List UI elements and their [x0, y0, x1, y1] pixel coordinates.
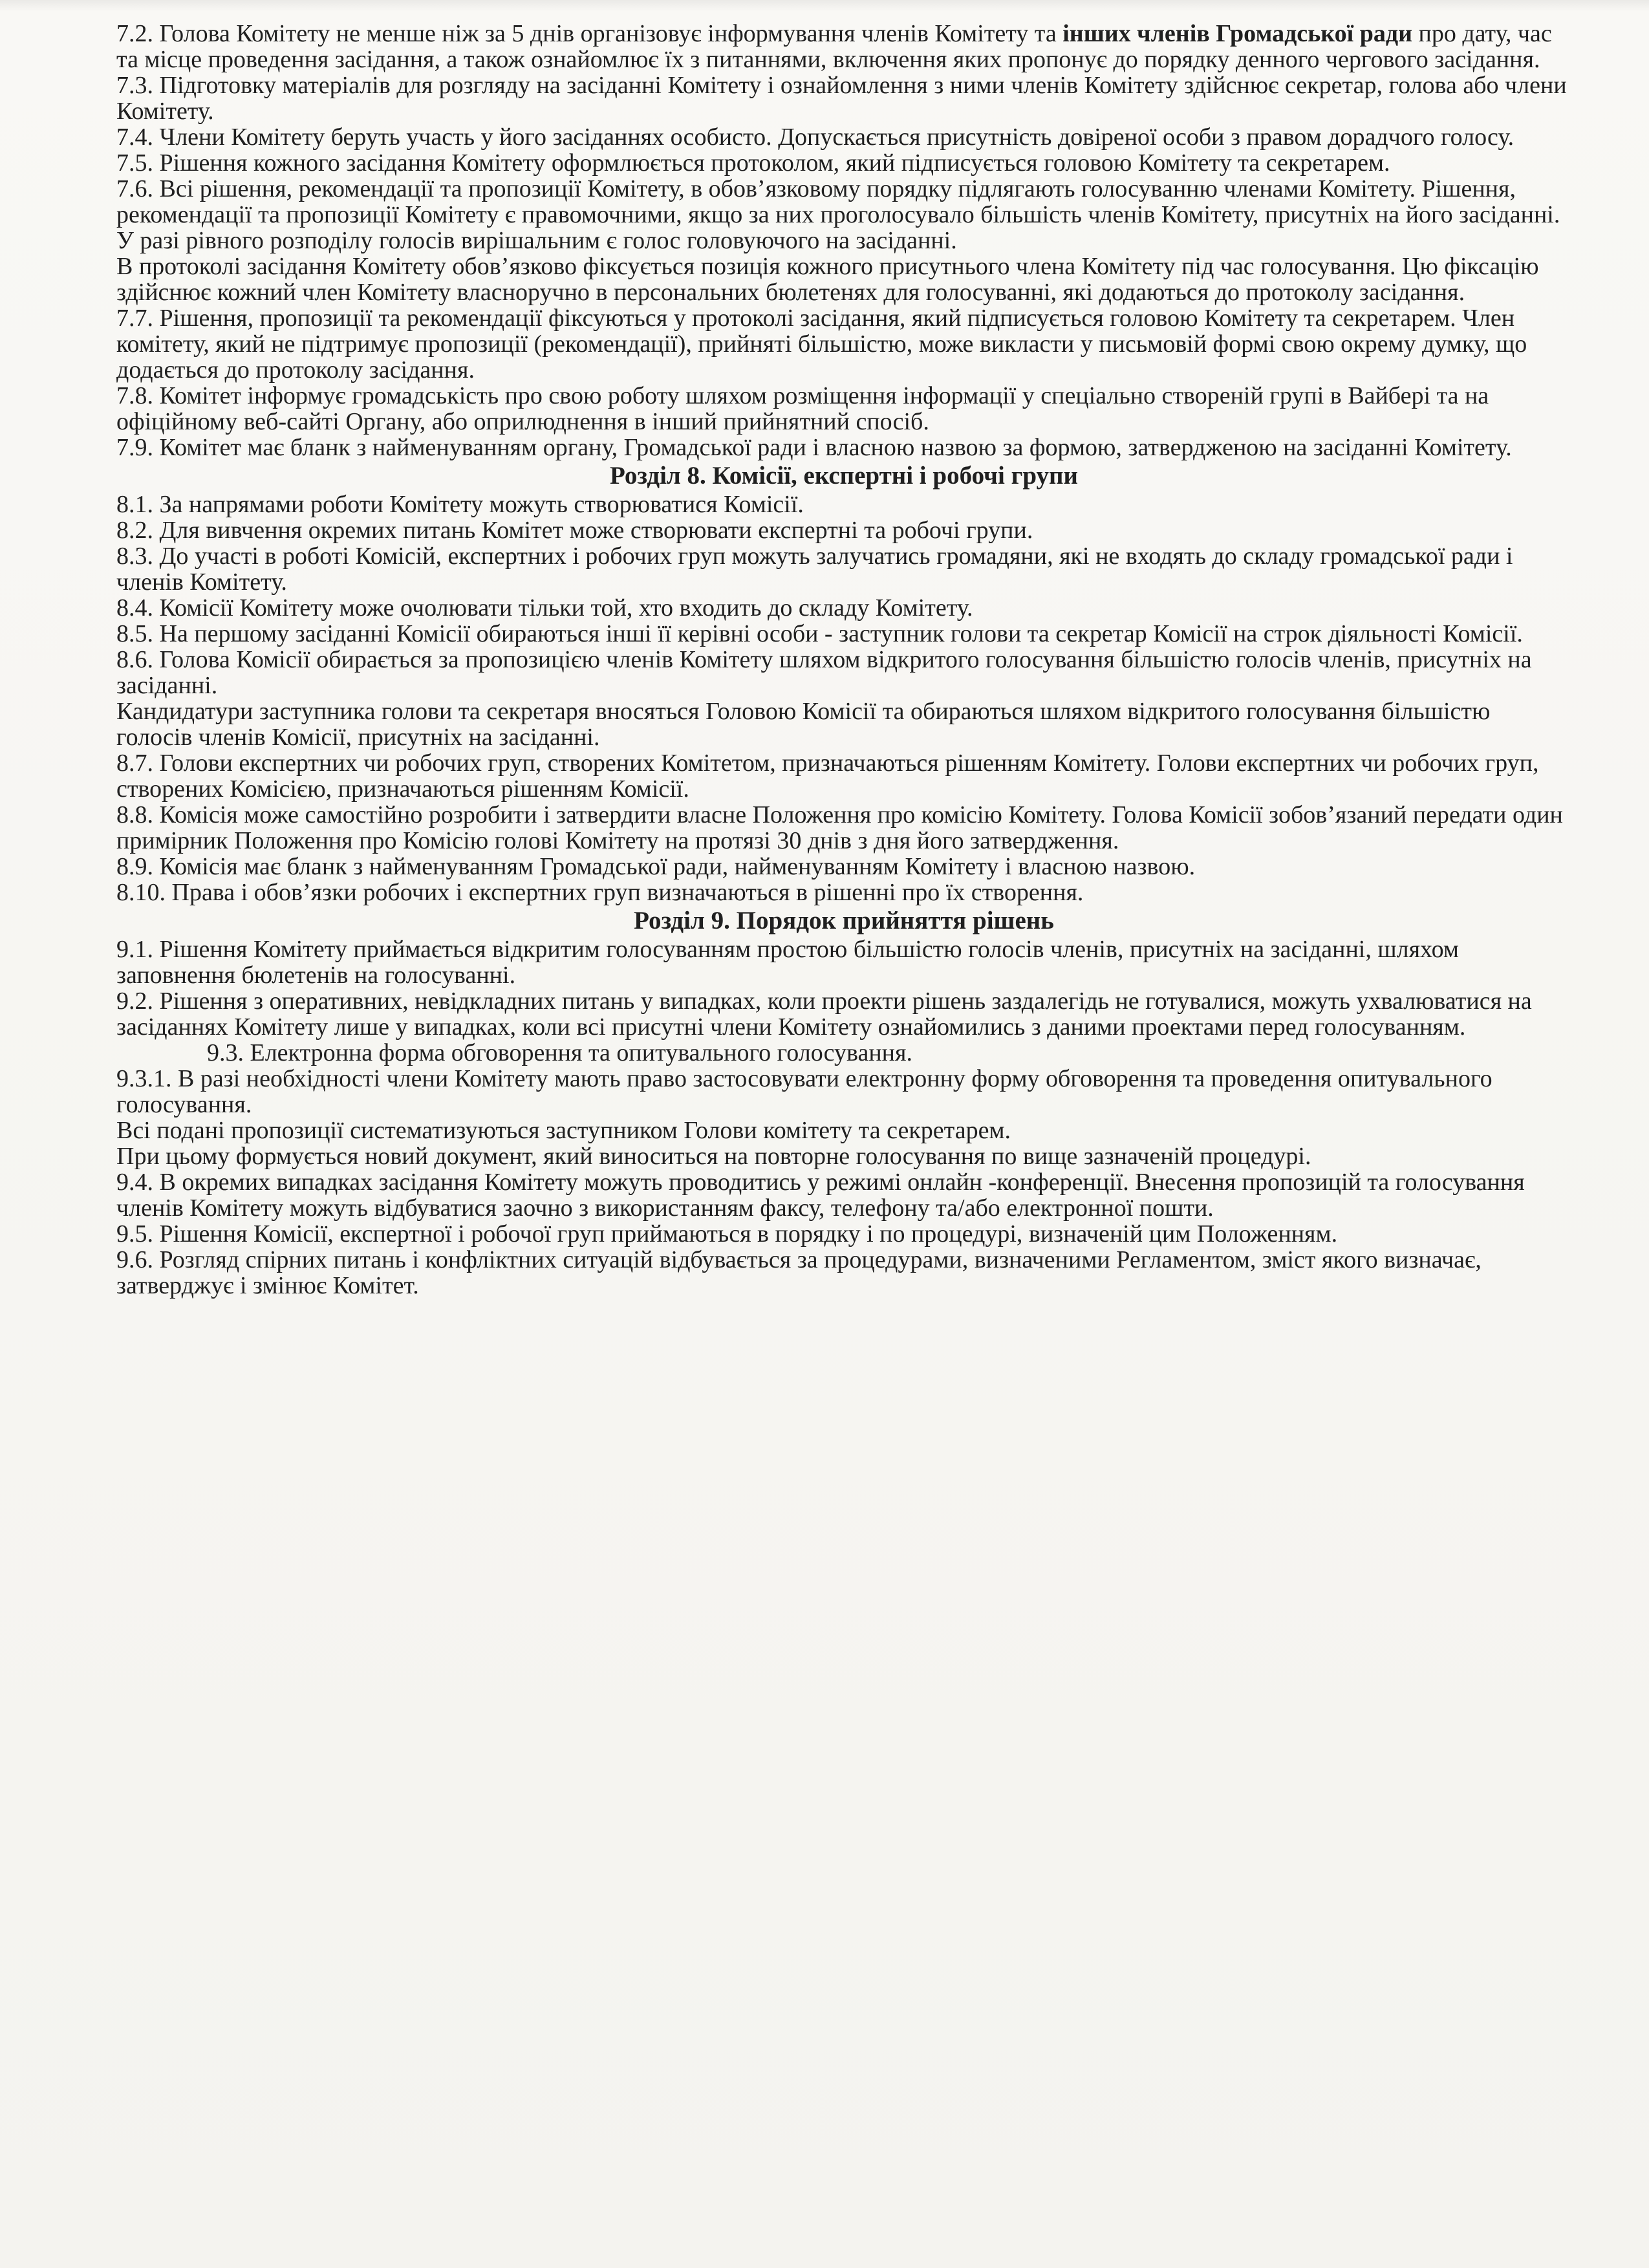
paragraph-7-7: 7.7. Рішення, пропозиції та рекомендації фіксуються у протоколі засідання, який підписується головою Комітету та секретарем. Член комітету, який не підтримує пропозиції (рекомендації), прийняті більшістю, може викласти у письмовій формі свою окрему думку, що додається до протоколу засідання. — [116, 305, 1527, 383]
paragraph-8-4: 8.4. Комісії Комітету може очолювати тільки той, хто входить до складу Комітету. — [116, 594, 973, 621]
paragraph-7-6: 7.6. Всі рішення, рекомендації та пропозиції Комітету, в обов’язковому порядку підлягають голосуванню членами Комітету. Рішення, рекомендації та пропозиції Комітету є правомочними, якщо за них проголосувало більшість членів Комітету, присутніх на його засіданні. У разі рівного розподілу голосів вирішальним є голос головуючого на засіданні. — [116, 175, 1560, 254]
scan-edge-shadow — [0, 0, 1649, 12]
paragraph-7-6-protocol: В протоколі засідання Комітету обов’язково фіксується позиція кожного присутнього члена Комітету під час голосування. Цю фіксацію здійснює кожний член Комітету власноручно в персональних бюлетенях для голосуванні, які додаються до протоколу засідання. — [116, 253, 1539, 306]
section-9-title: Розділ 9. Порядок прийняття рішень — [634, 907, 1054, 934]
paragraph-8-9: 8.9. Комісія має бланк з найменуванням Громадської ради, найменуванням Комітету і власною назвою. — [116, 853, 1196, 880]
paragraph-8-6: 8.6. Голова Комісії обирається за пропозицією членів Комітету шляхом відкритого голосування більшістю голосів членів, присутніх на засіданні. — [116, 646, 1532, 699]
paragraph-8-10: 8.10. Права і обов’язки робочих і експертних груп визначаються в рішенні про їх створення. — [116, 879, 1084, 906]
paragraph-7-4: 7.4. Члени Комітету беруть участь у його засіданнях особисто. Допускається присутність довіреної особи з правом дорадчого голосу. — [116, 124, 1514, 151]
section-8-body — [116, 491, 1571, 905]
paragraph-9-3-1-proposals: Всі подані пропозиції систематизуються заступником Голови комітету та секретарем. — [116, 1117, 1011, 1144]
section-7-continued — [116, 21, 1571, 460]
paragraph-9-3: 9.3. Електронна форма обговорення та опитувального голосування. — [207, 1039, 912, 1066]
paragraph-7-2: 7.2. Голова Комітету не менше ніж за 5 днів організовує інформування членів Комітету та інших членів Громадської ради про дату, час та місце проведення засідання, а також ознайомлює їх з питаннями, включення яких пропонує до порядку денного чергового засідання. — [116, 20, 1552, 73]
paragraph-7-5: 7.5. Рішення кожного засідання Комітету оформлюється протоколом, який підписується головою Комітету та секретарем. — [116, 149, 1390, 177]
paragraph-9-4: 9.4. В окремих випадках засідання Комітету можуть проводитись у режимі онлайн -конференції. Внесення пропозицій та голосування членів Комітету можуть відбуватися заочно з використанням факсу, телефону та/або електронної пошти. — [116, 1169, 1525, 1222]
paragraph-7-8: 7.8. Комітет інформує громадськість про свою роботу шляхом розміщення інформації у спеціально створеній групі в Вайбері та на офіційному веб-сайті Органу, або оприлюднення в інший прийнятний спосіб. — [116, 382, 1489, 435]
paragraph-8-6-candidates: Кандидатури заступника голови та секретаря вносяться Головою Комісії та обираються шляхом відкритого голосування більшістю голосів членів Комісії, присутніх на засіданні. — [116, 698, 1491, 751]
paragraph-8-8: 8.8. Комісія може самостійно розробити і затвердити власне Положення про комісію Комітету. Голова Комісії зобов’язаний передати один примірник Положення про Комісію голові Комітету на протязі 30 днів з дня його затвердження. — [116, 801, 1563, 854]
paragraph-8-1: 8.1. За напрямами роботи Комітету можуть створюватися Комісії. — [116, 491, 804, 518]
paragraph-8-3: 8.3. До участі в роботі Комісій, експертних і робочих груп можуть залучатись громадяни, які не входять до складу громадської ради і членів Комітету. — [116, 543, 1513, 596]
paragraph-9-2: 9.2. Рішення з оперативних, невідкладних питань у випадках, коли проекти рішень заздалегідь не готувалися, можуть ухвалюватися на засіданнях Комітету лише у випадках, коли всі присутні члени Комітету ознайомились з даними проектами перед голосуванням. — [116, 988, 1532, 1041]
paragraph-9-6: 9.6. Розгляд спірних питань і конфліктних ситуацій відбувається за процедурами, визначеними Регламентом, зміст якого визначає, затверджує і змінює Комітет. — [116, 1246, 1482, 1299]
section-8-title: Розділ 8. Комісії, експертні і робочі групи — [610, 462, 1078, 490]
paragraph-7-3: 7.3. Підготовку матеріалів для розгляду на засіданні Комітету і ознайомлення з ними членів Комітету здійснює секретар, голова або члени Комітету. — [116, 72, 1567, 125]
paragraph-8-5: 8.5. На першому засіданні Комісії обираються інші її керівні особи - заступник голови та секретар Комісії на строк діяльності Комісії. — [116, 620, 1523, 647]
paragraph-8-7: 8.7. Голови експертних чи робочих груп, створених Комітетом, призначаються рішенням Комітету. Голови експертних чи робочих груп, створених Комісією, призначаються рішенням Комісії. — [116, 750, 1539, 803]
paragraph-9-5: 9.5. Рішення Комісії, експертної і робочої груп приймаються в порядку і по процедурі, визначеній цим Положенням. — [116, 1220, 1338, 1247]
paragraph-9-3-1-new-document: При цьому формується новий документ, який виноситься на повторне голосування по вище зазначеній процедурі. — [116, 1143, 1311, 1170]
paragraph-9-3-1: 9.3.1. В разі необхідності члени Комітету мають право застосовувати електронну форму обговорення та проведення опитувального голосування. — [116, 1065, 1493, 1118]
paragraph-9-1: 9.1. Рішення Комітету приймається відкритим голосуванням простою більшістю голосів членів, присутніх на засіданні, шляхом заповнення бюлетенів на голосуванні. — [116, 936, 1459, 989]
paragraph-8-2: 8.2. Для вивчення окремих питань Комітет може створювати експертні та робочі групи. — [116, 517, 1033, 544]
section-9-body — [116, 936, 1571, 1299]
paragraph-7-9: 7.9. Комітет має бланк з найменуванням органу, Громадської ради і власною назвою за формою, затвердженою на засіданні Комітету. — [116, 434, 1512, 461]
